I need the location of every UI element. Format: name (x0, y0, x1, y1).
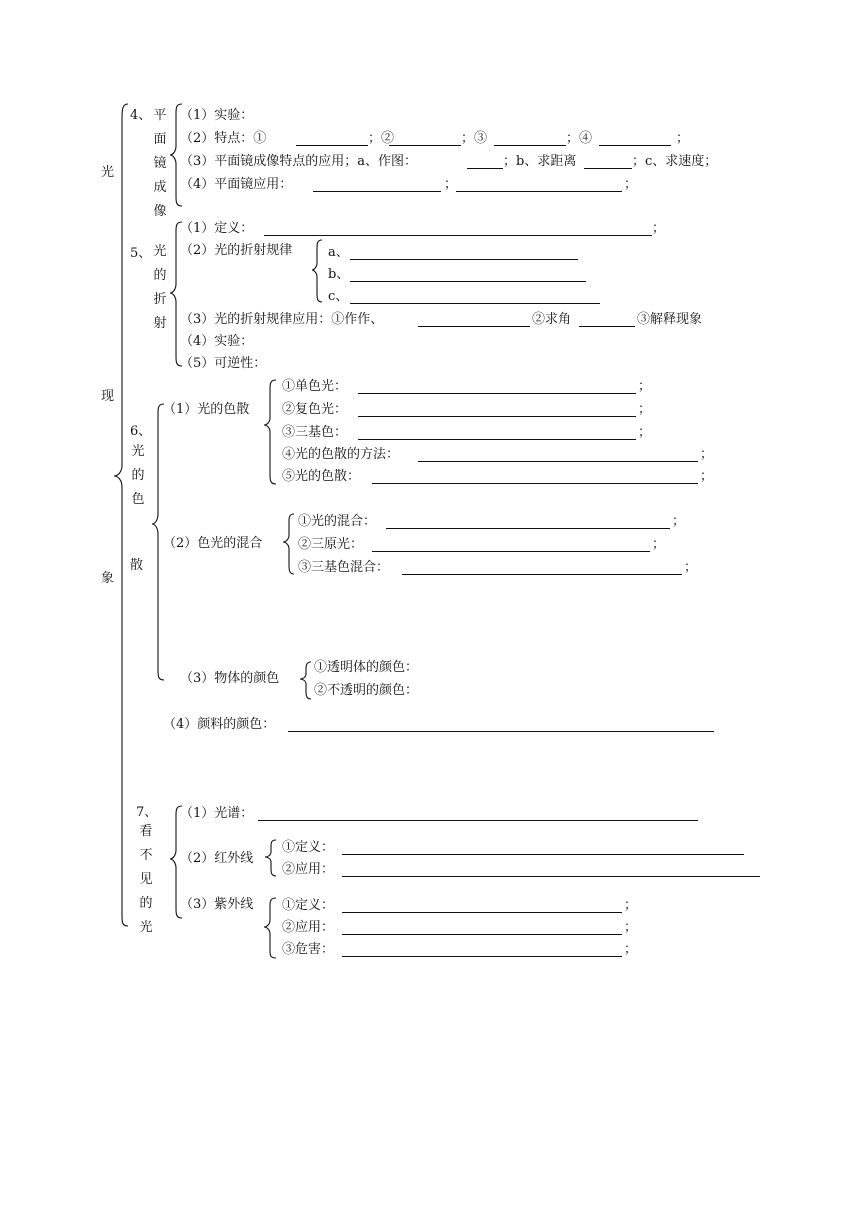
s4-feature-sep-3: ；③ (461, 131, 488, 146)
s5-app-blank-2[interactable] (579, 326, 635, 327)
s6-g1-item-5-label: ⑤光的色散： (282, 469, 361, 484)
root-char-2: 现 (101, 389, 115, 404)
s7-i3-label: （3）紫外线 (180, 897, 254, 912)
root-brace (114, 104, 128, 926)
s6-title-char: 光 (131, 444, 145, 459)
s5-app-sep-2: ②求角 (532, 312, 572, 327)
s6-g2-item-1-label: ①光的混合： (298, 514, 377, 529)
s6-title-char: 色 (131, 492, 145, 507)
s6-g1-item-5-blank[interactable] (372, 483, 698, 484)
s7-i2-label: （2）红外线 (180, 851, 254, 866)
s6-title-char: 散 (130, 558, 144, 573)
s7-i2-item-2-label: ②应用： (282, 862, 335, 877)
s7-i3-item-3-label: ③危害： (282, 942, 335, 957)
s6-g4-blank[interactable] (288, 731, 714, 732)
s7-ir-brace (265, 840, 276, 876)
s6-g2-item-1-blank[interactable] (386, 528, 670, 529)
s5-title-char: 折 (153, 292, 167, 307)
s6-g1-item-2-blank[interactable] (358, 416, 636, 417)
s4-feature-blank-2[interactable] (389, 145, 461, 146)
s7-title (138, 820, 154, 940)
s6-g1-item-3-end: ； (638, 425, 652, 440)
s4-app-sep-2: ；b、求距离 (503, 154, 577, 169)
s6-g1-brace (264, 380, 276, 484)
s7-uv-brace (264, 898, 276, 958)
s5-definition-blank[interactable] (264, 235, 652, 236)
s5-item-application-label: （3）光的折射规律应用：①作作、 (180, 312, 384, 327)
s7-i1-blank[interactable] (258, 820, 698, 821)
s5-law-c-blank[interactable] (350, 303, 600, 304)
s5-law-a-blank[interactable] (350, 259, 578, 260)
s5-item-reversibility: （5）可逆性： (180, 356, 267, 371)
s6-g1-item-2-label: ②复色光： (282, 402, 348, 417)
s6-g2-item-3-end: ； (684, 560, 698, 575)
s5-item-experiment: （4）实验： (180, 334, 254, 349)
s7-i2-item-1-blank[interactable] (342, 854, 744, 855)
s4-item-uses-label: （4）平面镜应用： (180, 177, 293, 192)
s7-title-char: 的 (139, 896, 153, 911)
s4-app-blank-1[interactable] (467, 168, 503, 169)
root-char-1: 光 (101, 165, 115, 180)
s6-g2-item-2-end: ； (652, 537, 666, 552)
root-char-3: 象 (101, 571, 115, 586)
s7-title-char: 不 (139, 848, 153, 863)
s5-law-brace (312, 240, 322, 302)
s4-uses-sep: ； (444, 177, 458, 192)
s6-g2-item-3-blank[interactable] (402, 574, 682, 575)
s4-feature-blank-3[interactable] (494, 145, 566, 146)
s6-title-upper (130, 440, 146, 512)
s5-app-blank-1[interactable] (418, 326, 530, 327)
s6-g2-item-2-label: ②三原光： (298, 537, 364, 552)
s5-title-char: 光 (153, 244, 167, 259)
s4-title-char: 面 (153, 132, 167, 147)
s7-i3-item-1-label: ①定义： (282, 898, 335, 913)
s4-number: 4、 (130, 108, 152, 123)
s6-g2-item-2-blank[interactable] (372, 551, 650, 552)
s6-g1-item-2-end: ； (638, 402, 652, 417)
s5-definition-end: ； (652, 221, 666, 236)
s6-g3-brace (300, 662, 311, 699)
s4-item-application-label: （3）平面镜成像特点的应用；a、作图： (180, 154, 418, 169)
s6-g1-item-4-end: ； (700, 447, 714, 462)
s7-title-char: 光 (139, 920, 153, 935)
s4-item-features-label: （2）特点：① (180, 131, 267, 146)
s4-feature-sep-4: ；④ (566, 131, 593, 146)
s4-uses-blank-1[interactable] (313, 191, 441, 192)
s7-title-char: 看 (139, 824, 153, 839)
s7-i3-item-3-blank[interactable] (342, 956, 622, 957)
s4-feature-sep-2: ；② (368, 131, 395, 146)
s5-item-definition-label: （1）定义： (180, 221, 254, 236)
s5-number: 5、 (130, 246, 152, 261)
s7-i3-item-2-label: ②应用： (282, 920, 335, 935)
s4-feature-blank-1[interactable] (296, 145, 368, 146)
s5-item-law-label: （2）光的折射规律 (180, 243, 293, 258)
s5-law-b-blank[interactable] (350, 281, 586, 282)
s6-g1-item-1-blank[interactable] (358, 393, 636, 394)
s6-g3-label: （3）物体的颜色 (180, 671, 280, 686)
s4-app-sep-3: ；c、求速度； (632, 154, 718, 169)
s5-law-a-label: a、 (328, 245, 349, 260)
s6-g4-label: （4）颜料的颜色： (163, 717, 276, 732)
s5-law-c-label: c、 (328, 289, 349, 304)
s5-law-b-label: b、 (328, 267, 350, 282)
s6-g1-item-4-label: ④光的色散的方法： (282, 447, 400, 462)
s7-i3-item-2-end: ； (624, 920, 638, 935)
s7-i3-item-1-blank[interactable] (342, 912, 622, 913)
s6-g1-item-4-blank[interactable] (418, 461, 698, 462)
s5-title-char: 的 (153, 268, 167, 283)
s6-g2-brace (283, 514, 294, 574)
s6-g2-item-1-end: ； (672, 514, 686, 529)
s4-title-char: 像 (153, 204, 167, 219)
s5-app-sep-3: ③解释现象 (637, 312, 703, 327)
s6-number: 6、 (130, 424, 152, 439)
s4-title (152, 104, 168, 224)
s6-g3-item-1: ①透明体的颜色： (314, 660, 419, 675)
s6-g1-label: （1）光的色散 (163, 402, 250, 417)
s4-uses-blank-2[interactable] (456, 191, 622, 192)
s7-number: 7、 (136, 805, 158, 820)
s7-i3-item-3-end: ； (624, 942, 638, 957)
s6-g2-item-3-label: ③三基色混合： (298, 560, 390, 575)
s4-title-char: 镜 (153, 156, 167, 171)
s6-g3-item-2: ②不透明的颜色： (314, 683, 419, 698)
s7-i1-label: （1）光谱： (180, 806, 254, 821)
s6-g1-item-1-end: ； (638, 379, 652, 394)
s6-g1-item-3-blank[interactable] (358, 439, 636, 440)
s4-title-char: 成 (153, 180, 167, 195)
s5-title-char: 射 (153, 316, 167, 331)
s7-i2-item-2-blank[interactable] (342, 876, 760, 877)
s6-title-char: 的 (131, 468, 145, 483)
s4-uses-end: ； (624, 177, 638, 192)
s4-feature-blank-4[interactable] (599, 145, 671, 146)
s6-g1-item-5-end: ； (700, 469, 714, 484)
s7-i3-item-2-blank[interactable] (342, 934, 622, 935)
s7-title-char: 见 (139, 872, 153, 887)
s4-title-char: 平 (153, 108, 167, 123)
s6-g2-label: （2）色光的混合 (163, 536, 263, 551)
s5-title (152, 240, 168, 336)
s4-item-experiment: （1）实验： (180, 108, 254, 123)
s6-g1-item-3-label: ③三基色： (282, 425, 348, 440)
s6-g1-item-1-label: ①单色光： (282, 379, 348, 394)
s7-i3-item-1-end: ； (624, 898, 638, 913)
s4-feature-end: ； (676, 131, 690, 146)
s4-app-blank-2[interactable] (584, 168, 632, 169)
s7-i2-item-1-label: ①定义： (282, 840, 335, 855)
